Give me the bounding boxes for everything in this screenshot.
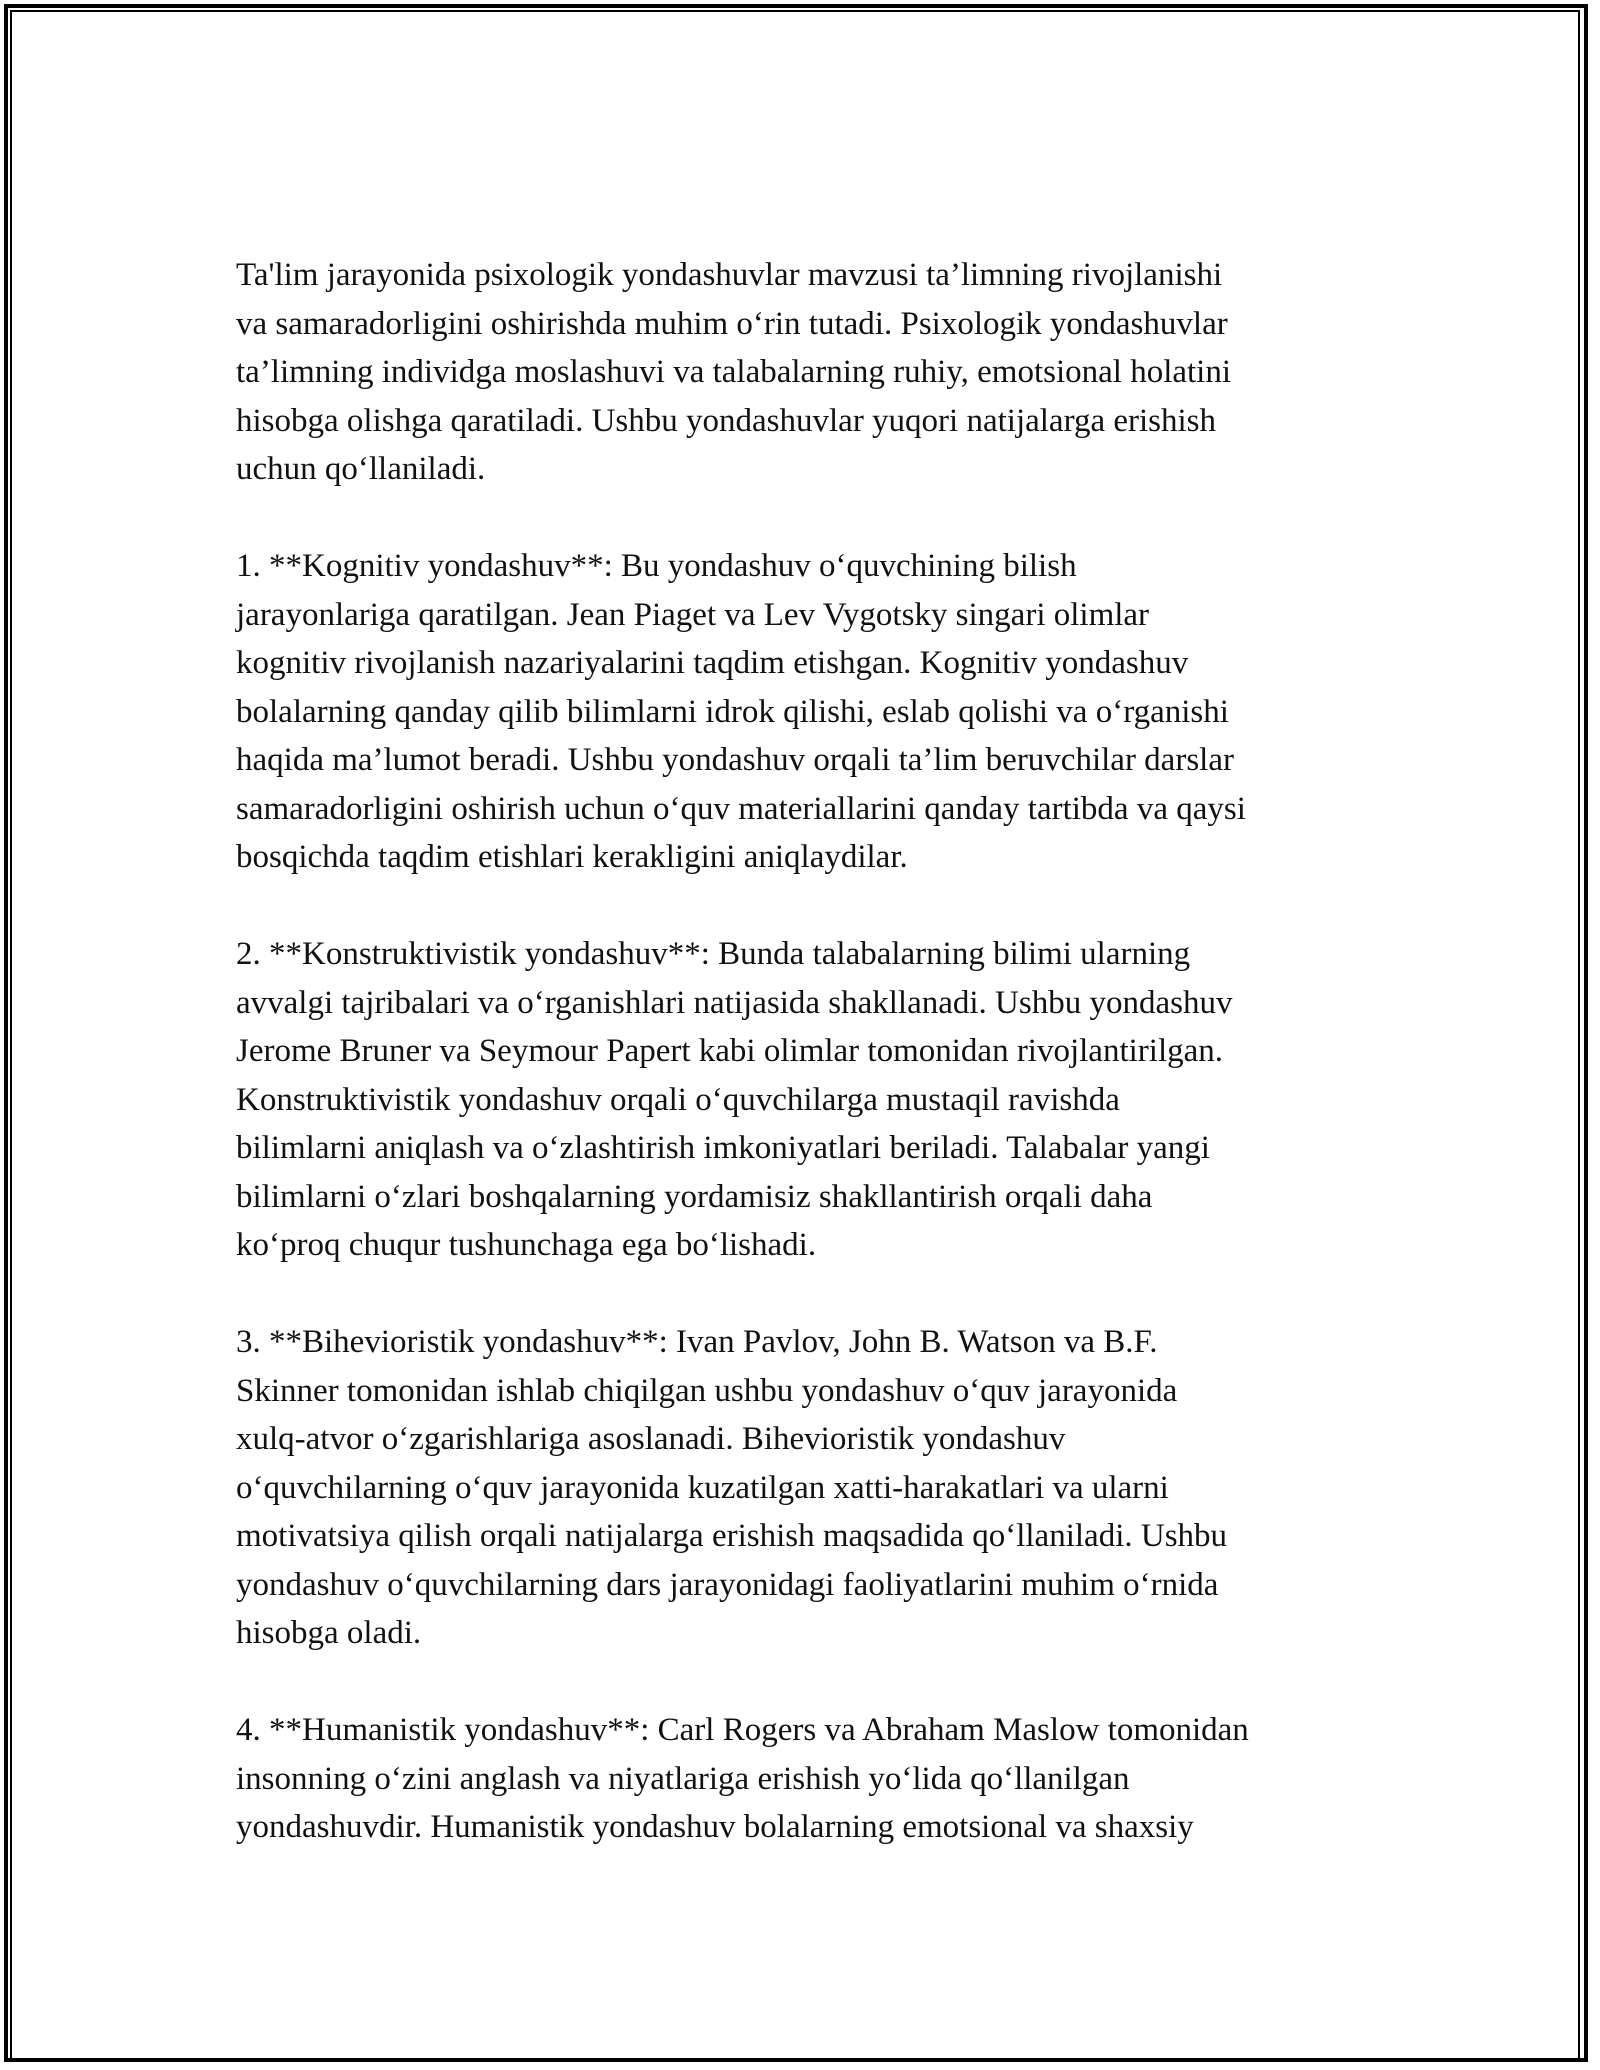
text-line: bilimlarni aniqlash va o‘zlashtirish imkoniyatlari beriladi. Talabalar yangi bbox=[236, 1130, 1210, 1166]
text-line: bolalarning qanday qilib bilimlarni idrok qilishi, eslab qolishi va o‘rganishi bbox=[236, 693, 1229, 730]
paragraph-intro bbox=[236, 251, 1386, 494]
text-line: Ta'lim jarayonida psixologik yondashuvlar mavzusi ta’limning rivojlanishi bbox=[236, 257, 1223, 293]
text-line: 3. **Bihevioristik yondashuv**: Ivan Pavlov, John B. Watson va B.F. bbox=[236, 1324, 1158, 1360]
document-body bbox=[236, 251, 1386, 1852]
text-line: kognitiv rivojlanish nazariyalarini taqdim etishgan. Kognitiv yondashuv bbox=[236, 645, 1189, 681]
text-line: hisobga oladi. bbox=[236, 1615, 422, 1651]
text-line: va samaradorligini oshirishda muhim o‘rin tutadi. Psixologik yondashuvlar bbox=[236, 305, 1228, 342]
paragraph-humanistik bbox=[236, 1706, 1386, 1852]
paragraph-bihevioristik bbox=[236, 1318, 1386, 1658]
text-line: 4. **Humanistik yondashuv**: Carl Rogers va Abraham Maslow tomonidan bbox=[236, 1712, 1249, 1748]
paragraph-kognitiv bbox=[236, 542, 1386, 882]
text-line: jarayonlariga qaratilgan. Jean Piaget va Lev Vygotsky singari olimlar bbox=[236, 596, 1150, 633]
text-line: yondashuv o‘quvchilarning dars jarayonidagi faoliyatlarini muhim o‘rnida bbox=[236, 1566, 1219, 1603]
text-line: motivatsiya qilish orqali natijalarga erishish maqsadida qo‘llaniladi. Ushbu bbox=[236, 1518, 1228, 1554]
text-line: Konstruktivistik yondashuv orqali o‘quvchilarga mustaqil ravishda bbox=[236, 1081, 1120, 1118]
text-line: samaradorligini oshirish uchun o‘quv materiallarini qanday tartibda va qaysi bbox=[236, 790, 1246, 827]
text-line: haqida ma’lumot beradi. Ushbu yondashuv orqali ta’lim beruvchilar darslar bbox=[236, 742, 1234, 778]
text-line: 2. **Konstruktivistik yondashuv**: Bunda talabalarning bilimi ularning bbox=[236, 936, 1191, 972]
text-line: xulq-atvor o‘zgarishlariga asoslanadi. Bihevioristik yondashuv bbox=[236, 1421, 1066, 1457]
text-line: ta’limning individga moslashuvi va talabalarning ruhiy, emotsional holatini bbox=[236, 354, 1232, 390]
text-line: uchun qo‘llaniladi. bbox=[236, 451, 486, 487]
text-line: hisobga olishga qaratiladi. Ushbu yondashuvlar yuqori natijalarga erishish bbox=[236, 402, 1217, 439]
text-line: 1. **Kognitiv yondashuv**: Bu yondashuv o‘quvchining bilish bbox=[236, 548, 1077, 584]
text-line: avvalgi tajribalari va o‘rganishlari natijasida shakllanadi. Ushbu yondashuv bbox=[236, 984, 1233, 1021]
paragraph-konstruktivistik bbox=[236, 930, 1386, 1270]
text-line: bilimlarni o‘zlari boshqalarning yordamisiz shakllantirish orqali daha bbox=[236, 1178, 1153, 1215]
text-line: o‘quvchilarning o‘quv jarayonida kuzatilgan xatti-harakatlari va ularni bbox=[236, 1469, 1169, 1506]
text-line: bosqichda taqdim etishlari kerakligini aniqlaydilar. bbox=[236, 839, 908, 875]
text-line: yondashuvdir. Humanistik yondashuv bolalarning emotsional va shaxsiy bbox=[236, 1809, 1194, 1845]
text-line: Jerome Bruner va Seymour Papert kabi olimlar tomonidan rivojlantirilgan. bbox=[236, 1033, 1224, 1069]
text-line: Skinner tomonidan ishlab chiqilgan ushbu yondashuv o‘quv jarayonida bbox=[236, 1372, 1178, 1409]
text-line: insonning o‘zini anglash va niyatlariga erishish yo‘lida qo‘llanilgan bbox=[236, 1760, 1130, 1797]
text-line: ko‘proq chuqur tushunchaga ega bo‘lishadi. bbox=[236, 1227, 817, 1263]
